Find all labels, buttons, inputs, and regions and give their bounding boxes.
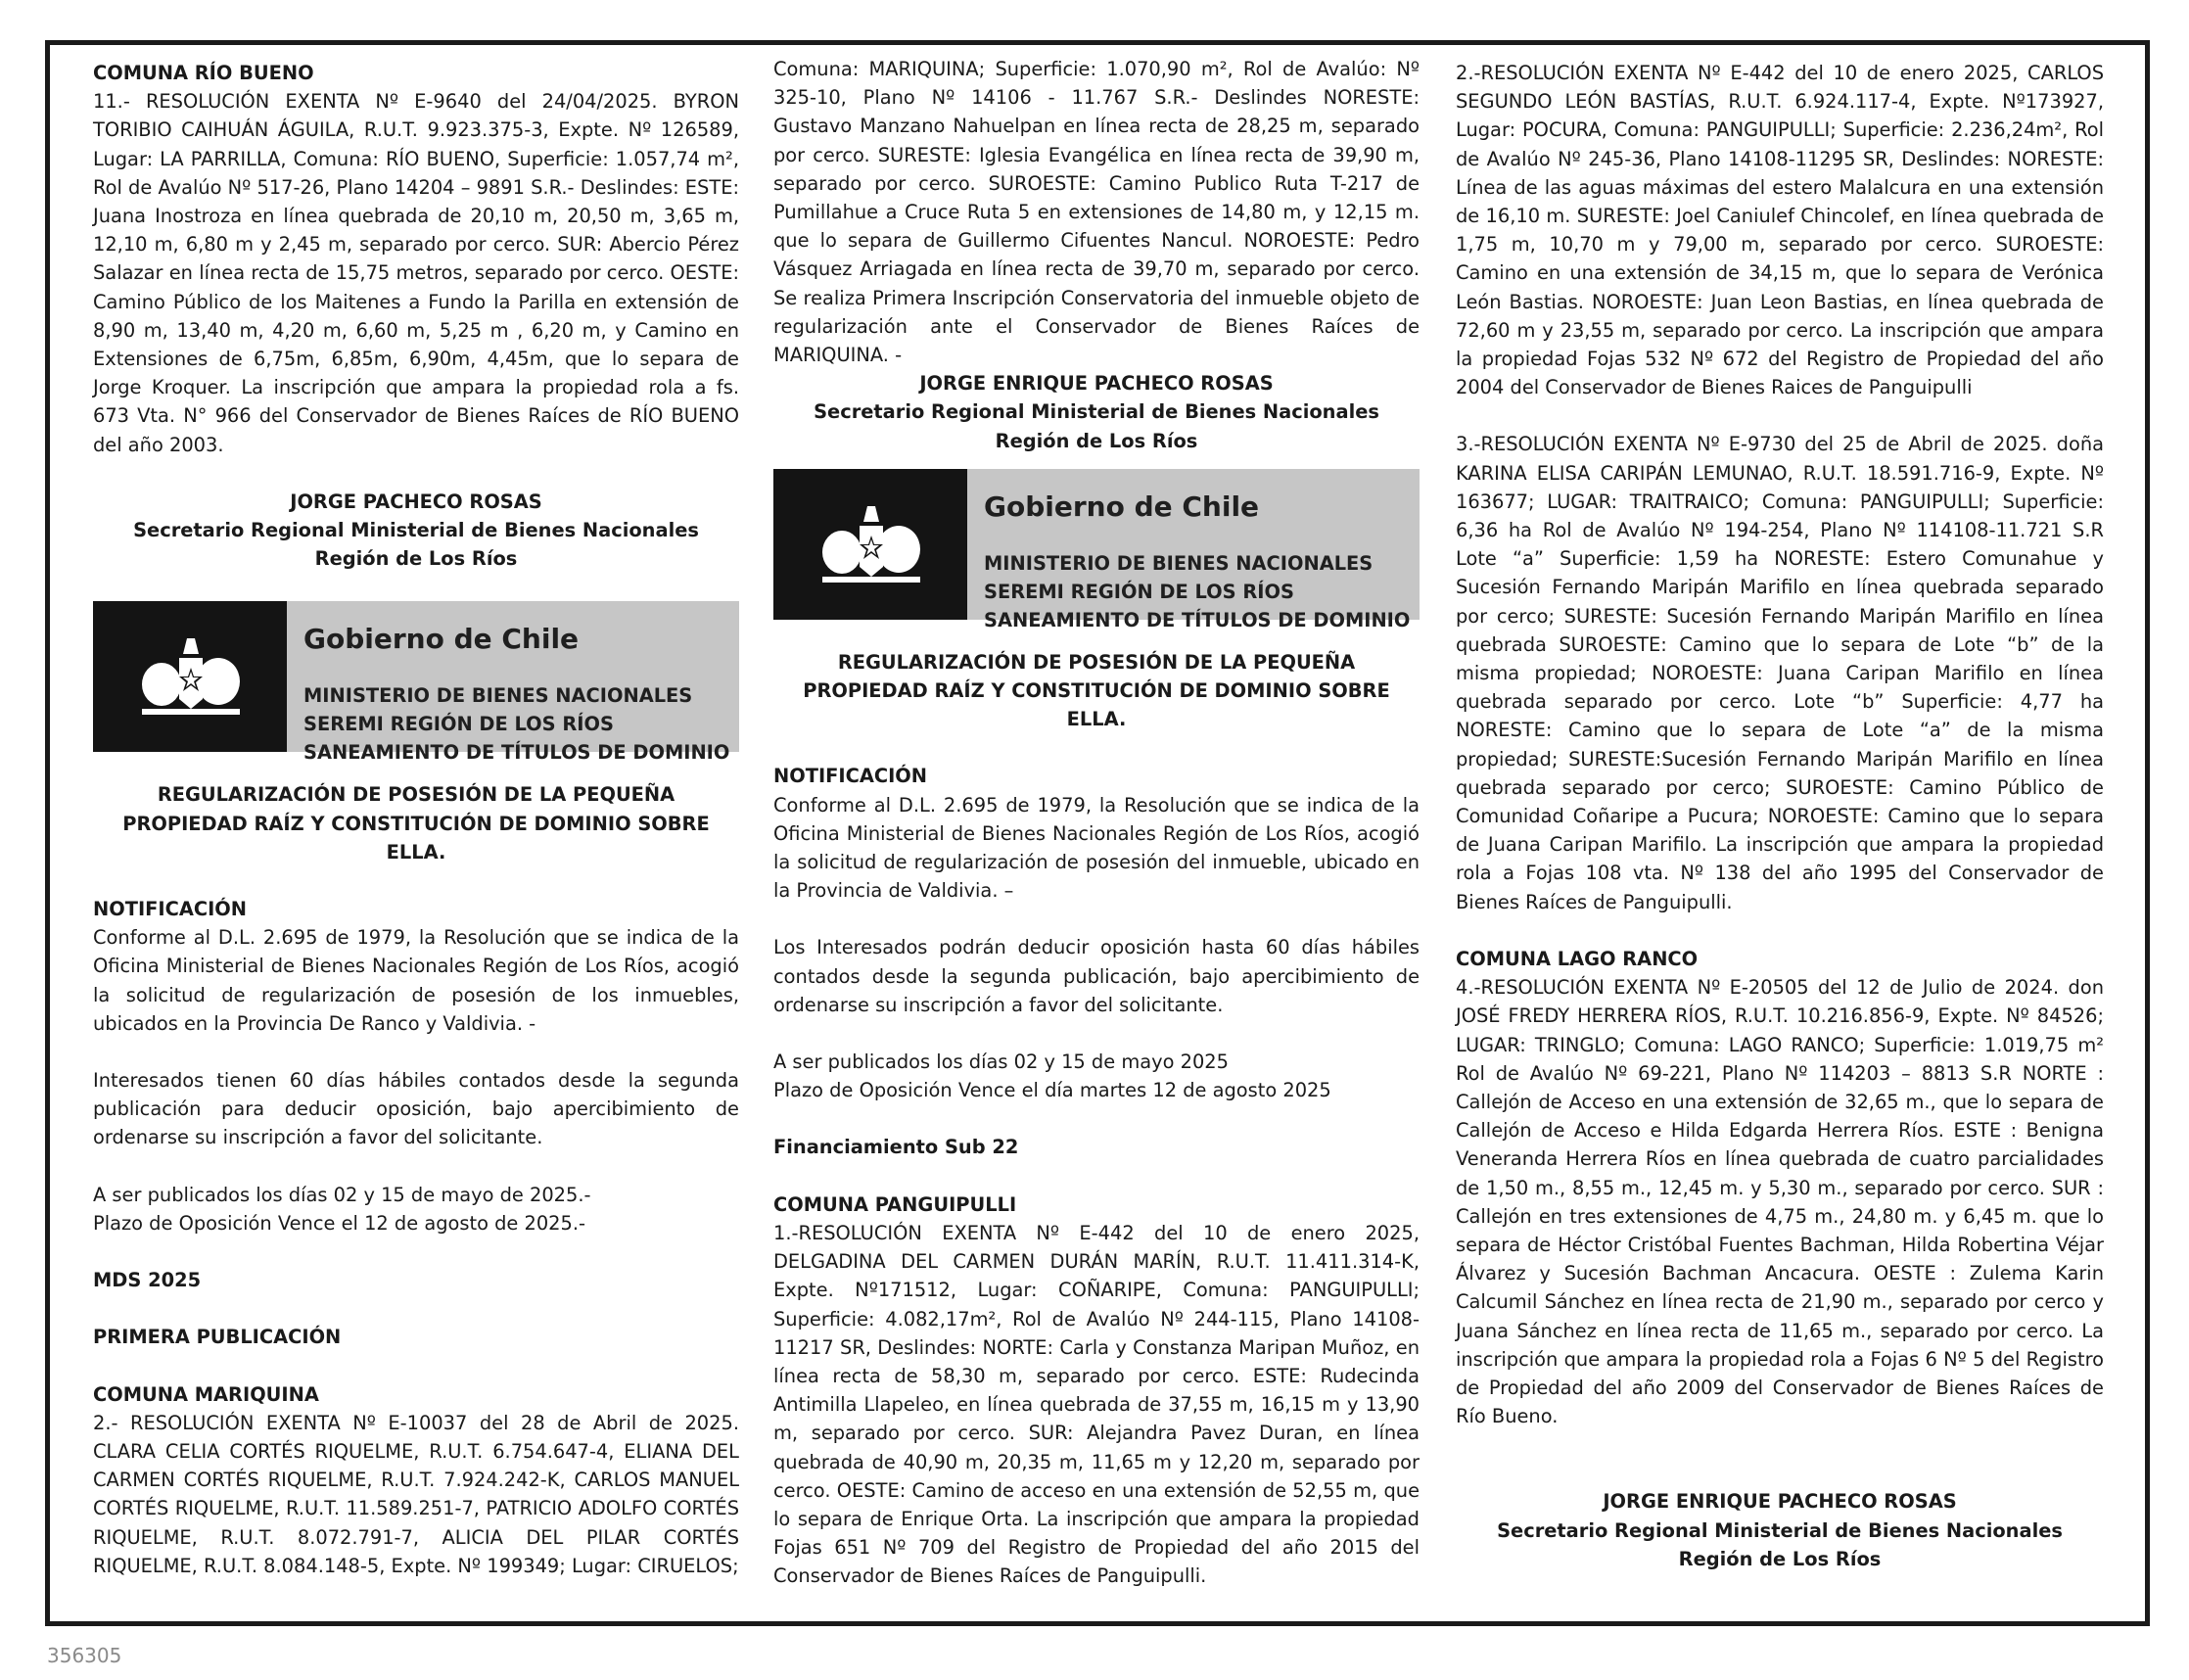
notificacion-text: Conforme al D.L. 2.695 de 1979, la Resolución que se indica de la Oficina Ministerial de Bienes Nacionales Región de Los Ríos, acogió la solicitud de regularización de posesión de los inmuebles, ubicados en la Provincia De Ranco y Valdivia. -	[93, 926, 739, 1035]
financiamiento-label: Financiamiento Sub 22	[773, 1136, 1019, 1159]
notificacion-heading: NOTIFICACIÓN	[773, 765, 928, 788]
banner-line-2: SEREMI REGIÓN DE LOS RÍOS	[303, 713, 614, 736]
primera-publicacion: PRIMERA PUBLICACIÓN	[93, 1326, 342, 1349]
publicados-text: A ser publicados los días 02 y 15 de mayo 2025	[773, 1050, 1229, 1074]
signer-title: Secretario Regional Ministerial de Bienes Nacionales	[814, 400, 1379, 424]
regularizacion-line-2: PROPIEDAD RAÍZ Y CONSTITUCIÓN DE DOMINIO SOBRE ELLA.	[122, 812, 710, 863]
banner-gobierno-title: Gobierno de Chile	[984, 490, 1260, 523]
mds-label: MDS 2025	[93, 1269, 202, 1292]
banner-subtitle	[984, 549, 1410, 634]
interesados-text: Los Interesados podrán deducir oposición hasta 60 días hábiles contados desde la segunda publicación, bajo apercibimiento de ordenarse su inscripción a favor del solicitante.	[773, 936, 1420, 1016]
interesados-text: Interesados tienen 60 días hábiles contados desde la segunda publicación para deducir oposición, bajo apercibimiento de ordenarse su inscripción a favor del solicitante.	[93, 1069, 739, 1149]
regularizacion-line-1: REGULARIZACIÓN DE POSESIÓN DE LA PEQUEÑA	[157, 783, 675, 807]
regularizacion-line-1: REGULARIZACIÓN DE POSESIÓN DE LA PEQUEÑA	[837, 650, 1356, 674]
notificacion-text: Conforme al D.L. 2.695 de 1979, la Resolución que se indica de la Oficina Ministerial de Bienes Nacionales Región de Los Ríos, acogió la solicitud de regularización de posesión del inmueble, ubicado en la Provincia de Valdivia. –	[773, 793, 1420, 903]
regularizacion-title	[93, 780, 739, 866]
column-2	[773, 55, 1420, 1591]
signature-block	[93, 488, 739, 574]
column-1	[93, 59, 739, 1580]
banner-gobierno-title: Gobierno de Chile	[303, 623, 580, 656]
signer-name: JORGE PACHECO ROSAS	[290, 490, 542, 513]
banner-line-3: SANEAMIENTO DE TÍTULOS DE DOMINIO	[303, 741, 730, 765]
publicados-text: A ser publicados los días 02 y 15 de mayo de 2025.-	[93, 1183, 591, 1206]
resolution-1: 1.-RESOLUCIÓN EXENTA Nº E-442 del 10 de enero 2025, DELGADINA DEL CARMEN DURÁN MARÍN, R.U.T. 11.411.314-K, Expte. Nº171512, Lugar: COÑARIPE, Comuna: PANGUIPULLI; Superficie: 4.082,17m², Rol de Avalúo Nº 244-115, Plano 14108-11217 SR, Deslindes: NORTE: Carla y Constanza Maripan Muñoz, en línea recta de 58,30 m, separado por cerco. ESTE: Rudecinda Antimilla Llapeleo, en línea quebrada de 37,55 m, 16,15 m y 13,90 m, separado por cerco. SUR: Alejandra Pavez Duran, en línea quebrada de 40,90 m, 20,35 m, 11,65 m y 12,20 m, separado por cerco. OESTE: Camino de acceso en una extensión de 52,55 m, que lo separa de Enrique Orta. La inscripción que ampara la propiedad Fojas 651 Nº 709 del Registro de Propiedad del año 2015 del Conservador de Bienes Raíces de Panguipulli.	[773, 1221, 1420, 1588]
coat-of-arms-icon	[122, 630, 259, 728]
signature-block	[773, 369, 1420, 455]
banner-line-2: SEREMI REGIÓN DE LOS RÍOS	[984, 580, 1294, 603]
signer-region: Región de Los Ríos	[1678, 1547, 1882, 1570]
coat-of-arms-icon	[803, 498, 940, 596]
signer-region: Región de Los Ríos	[995, 429, 1198, 452]
signature-block	[1456, 1487, 2104, 1573]
signer-region: Región de Los Ríos	[314, 547, 518, 571]
heading-mariquina: COMUNA MARIQUINA	[93, 1382, 319, 1406]
regularizacion-line-2: PROPIEDAD RAÍZ Y CONSTITUCIÓN DE DOMINIO SOBRE ELLA.	[803, 679, 1390, 731]
regularizacion-title	[773, 648, 1420, 734]
notificacion-heading: NOTIFICACIÓN	[93, 898, 248, 921]
gobierno-banner	[773, 469, 1420, 631]
plazo-text: Plazo de Oposición Vence el 12 de agosto de 2025.-	[93, 1211, 586, 1235]
signer-title: Secretario Regional Ministerial de Bienes Nacionales	[1497, 1518, 2063, 1542]
plazo-text: Plazo de Oposición Vence el día martes 12 de agosto 2025	[773, 1079, 1331, 1102]
resolution-11: 11.- RESOLUCIÓN EXENTA Nº E-9640 del 24/04/2025. BYRON TORIBIO CAIHUÁN ÁGUILA, R.U.T. 9.923.375-3, Expte. Nº 126589, Lugar: LA PARRILLA, Comuna: RÍO BUENO, Superficie: 1.057,74 m², Rol de Avalúo Nº 517-26, Plano 14204 – 9891 S.R.- Deslindes: ESTE: Juana Inostroza en línea quebrada de 20,10 m, 20,50 m, 3,65 m, 12,10 m, 6,80 m y 2,45 m, separado por cerco. SUR: Abercio Pérez Salazar en línea recta de 15,75 metros, separado por cerco. OESTE: Camino Público de los Maitenes a Fundo la Parilla en extensión de 8,90 m, 13,40 m, 4,20 m, 6,60 m, 5,25 m , 6,20 m, y Camino en Extensiones de 6,75m, 6,85m, 6,90m, 4,45m, que lo separa de Jorge Kroquer. La inscripción que ampara la propiedad rola a fs. 673 Vta. N° 966 del Conservador de Bienes Raíces de RÍO BUENO del año 2003.	[93, 90, 739, 456]
banner-line-1: MINISTERIO DE BIENES NACIONALES	[984, 551, 1374, 575]
resolution-3: 3.-RESOLUCIÓN EXENTA Nº E-9730 del 25 de Abril de 2025. doña KARINA ELISA CARIPÁN LEMUNAO, R.U.T. 18.591.716-9, Expte. Nº 163677; LUGAR: TRAITRAICO; Comuna: PANGUIPULLI; Superficie: 6,36 ha Rol de Avalúo Nº 194-254, Plano Nº 114108-11.721 S.R Lote “a” Superficie: 1,59 ha NORESTE: Estero Comunahue y Sucesión Fernando Maripán Marifilo en línea quebrada separado por cerco; SURESTE: Sucesión Fernando Maripán Marifilo en línea quebrada SUROESTE: Camino que lo separa de Lote “b” de la misma propiedad; NOROESTE: Juana Caripan Marifilo en línea quebrada separado por cerco. Lote “b” Superficie: 4,77 ha NORESTE: Camino que lo separa de Lote “a” de la misma propiedad; SURESTE:Sucesión Fernando Maripán Marifilo en línea quebrada separado por cerco; SUROESTE: Camino Público de Comunidad Coñaripe a Pucura; NOROESTE: Camino que lo separa de Juana Caripan Marifilo. La inscripción que ampara la propiedad rola a Fojas 108 vta. Nº 138 del año 1995 del Conservador de Bienes Raíces de Panguipulli.	[1456, 433, 2104, 913]
banner-black-block	[773, 469, 967, 620]
banner-line-1: MINISTERIO DE BIENES NACIONALES	[303, 684, 693, 708]
banner-line-3: SANEAMIENTO DE TÍTULOS DE DOMINIO	[984, 608, 1411, 631]
signer-name: JORGE ENRIQUE PACHECO ROSAS	[919, 372, 1274, 396]
banner-subtitle	[303, 681, 729, 767]
gobierno-banner	[93, 601, 739, 765]
resolution-4: 4.-RESOLUCIÓN EXENTA Nº E-20505 del 12 de Julio de 2024. don JOSÉ FREDY HERRERA RÍOS, R.U.T. 10.216.856-9, Expte. Nº 84526; LUGAR: TRINGLO; Comuna: LAGO RANCO; Superficie: 1.019,75 m² Rol de Avalúo Nº 69-221, Plano Nº 114203 – 8813 S.R NORTE : Callejón de Acceso en una extensión de 32,65 m., que lo separa de Callejón de Acceso e Hilda Edgarda Herrera Ríos. ESTE : Benigna Veneranda Herrera Ríos en línea quebrada de cuatro parcialidades de 1,50 m., 8,55 m., 12,45 m. y 5,30 m., separado por cerco. SUR : Callejón en tres extensiones de 4,75 m., 24,80 m. y 6,45 m. que lo separa de Héctor Cristóbal Fuentes Bachman, Hilda Robertina Véjar Álvarez y Sucesión Bachman Ancacura. OESTE : Zulema Karin Calcumil Sánchez en línea recta de 21,90 m., separado por cerco y Juana Sánchez en línea recta de 11,65 m., separado por cerco. La inscripción que ampara la propiedad rola a Fojas 6 Nº 5 del Registro de Propiedad del año 2009 del Conservador de Bienes Raíces de Río Bueno.	[1456, 976, 2104, 1428]
footer-code: 356305	[47, 1644, 122, 1667]
resolution-2-start: 2.- RESOLUCIÓN EXENTA Nº E-10037 del 28 de Abril de 2025. CLARA CELIA CORTÉS RIQUELME, R.U.T. 6.754.647-4, ELIANA DEL CARMEN CORTÉS RIQUELME, R.U.T. 7.924.242-K, CARLOS MANUEL CORTÉS RIQUELME, R.U.T. 11.589.251-7, PATRICIO ADOLFO CORTÉS RIQUELME, R.U.T. 8.072.791-7, ALICIA DEL PILAR CORTÉS RIQUELME, R.U.T. 8.084.148-5, Expte. Nº 199349; Lugar: CIRUELOS;	[93, 1411, 739, 1577]
signer-title: Secretario Regional Ministerial de Bienes Nacionales	[133, 519, 699, 542]
column-3	[1456, 59, 2104, 1573]
resolution-2-panguipulli: 2.-RESOLUCIÓN EXENTA Nº E-442 del 10 de enero 2025, CARLOS SEGUNDO LEÓN BASTÍAS, R.U.T. 6.924.117-4, Expte. Nº173927, Lugar: POCURA, Comuna: PANGUIPULLI; Superficie: 2.236,24m², Rol de Avalúo Nº 245-36, Plano 14108-11295 SR, Deslindes: NORESTE: Línea de las aguas máximas del estero Malalcura en una extensión de 16,10 m. SURESTE: Joel Caniulef Chincolef, en línea quebrada de 1,75 m, 10,70 m y 79,00 m, separado por cerco. SUROESTE: Camino en una extensión de 34,15 m, que lo separa de Verónica León Bastias. NOROESTE: Juan Leon Bastias, en línea quebrada de 72,60 m y 23,55 m, separado por cerco. La inscripción que ampara la propiedad Fojas 532 Nº 672 del Registro de Propiedad del año 2004 del Conservador de Bienes Raices de Panguipulli	[1456, 62, 2104, 399]
heading-rio-bueno: COMUNA RÍO BUENO	[93, 62, 314, 84]
signer-name: JORGE ENRIQUE PACHECO ROSAS	[1603, 1490, 1957, 1514]
resolution-2-cont: Comuna: MARIQUINA; Superficie: 1.070,90 m², Rol de Avalúo: Nº 325-10, Plano Nº 14106 - 11.767 S.R.- Deslindes NORESTE: Gustavo Manzano Nahuelpan en línea recta de 28,25 m, separado por cerco. SURESTE: Iglesia Evangélica en línea recta de 39,90 m, separado por cerco. SUROESTE: Camino Publico Ruta T-217 de Pumillahue a Cruce Ruta 5 en extensiones de 14,80 m, y 12,15 m. que lo separa de Guillermo Cifuentes Nancul. NOROESTE: Pedro Vásquez Arriagada en línea recta de 39,70 m, separado por cerco. Se realiza Primera Inscripción Conservatoria del inmueble objeto de regularización ante el Conservador de Bienes Raíces de MARIQUINA. -	[773, 58, 1420, 367]
banner-black-block	[93, 601, 287, 752]
heading-lago-ranco: COMUNA LAGO RANCO	[1456, 947, 1699, 970]
heading-panguipulli: COMUNA PANGUIPULLI	[773, 1192, 1017, 1216]
